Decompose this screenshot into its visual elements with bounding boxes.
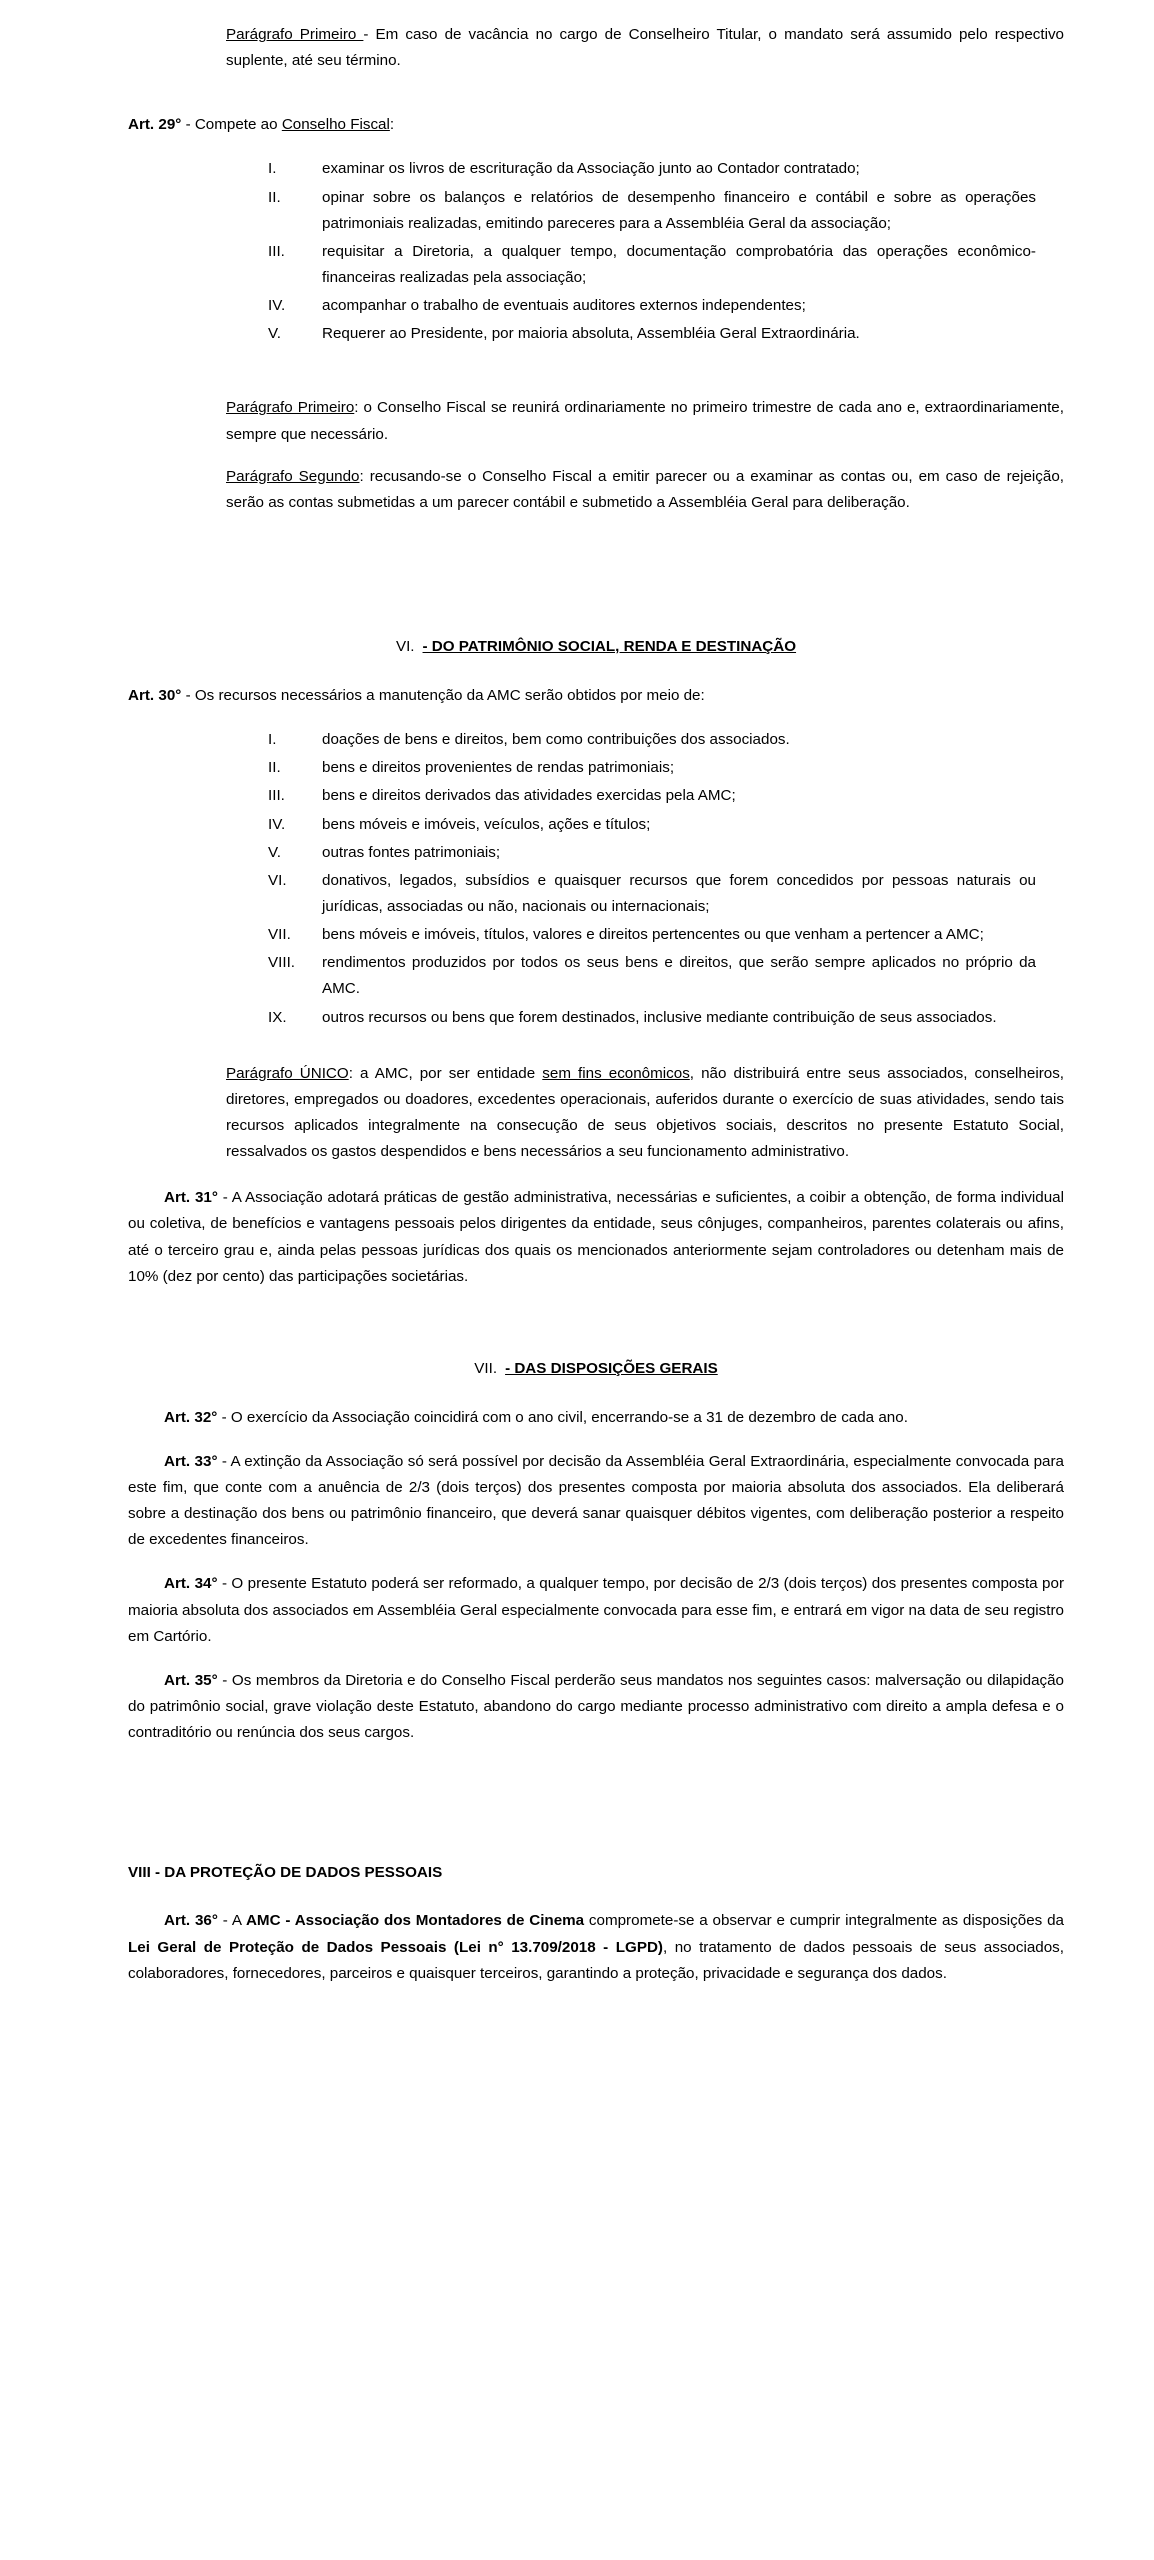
paragraph-paragrafo-primeiro-vacancia (226, 22, 1064, 74)
paragrafo-primeiro-label: Parágrafo Primeiro (226, 399, 355, 417)
list-item-text: donativos, legados, subsídios e quaisquer recursos que forem concedidos por pessoas naturais ou jurídicas, associadas ou não, nacionais ou internacionais; (322, 871, 1036, 915)
article-33-text: - A extinção da Associação só será possível por decisão da Assembléia Geral Extraordinária, especialmente convocada para este fim, que conte com a anuência de 2/3 (dois terços) dos presentes composta por maioria absoluta dos associados. Ela deliberará sobre a destinação dos bens ou patrimônio financeiro, que deverá sanar quaisquer débitos vigentes, com deliberação posterior a respeito de excedentes financeiros. (128, 1452, 1064, 1549)
list-item (268, 950, 1064, 1002)
article-36 (128, 1908, 1064, 1986)
list-item (268, 755, 1064, 781)
section-title: - DAS DISPOSIÇÕES GERAIS (505, 1359, 718, 1377)
list-item-number: III. (268, 787, 285, 805)
paragrafo-primeiro-text: - Em caso de vacância no cargo de Conselheiro Titular, o mandato será assumido pelo respectivo suplente, até seu término. (226, 26, 1064, 70)
paragraph-paragrafo-segundo-conselho-fiscal (226, 464, 1064, 516)
article-36-label: Art. 36° (164, 1912, 218, 1930)
list-item-number: VII. (268, 926, 291, 944)
list-item (268, 1005, 1064, 1031)
list-item-text: bens e direitos derivados das atividades exercidas pela AMC; (322, 787, 736, 805)
list-item-number: I. (268, 731, 277, 749)
section-title: - DO PATRIMÔNIO SOCIAL, RENDA E DESTINAÇÃO (422, 637, 797, 655)
list-item-number: IV. (268, 297, 286, 315)
paragrafo-primeiro-label: Parágrafo Primeiro (226, 26, 364, 43)
article-29-heading (128, 112, 1064, 138)
list-item (268, 156, 1064, 182)
list-item-number: II. (268, 759, 281, 777)
paragrafo-unico-part1: : a AMC, por ser entidade (348, 1064, 543, 1082)
list-item-text: acompanhar o trabalho de eventuais auditores externos independentes; (322, 297, 806, 315)
list-item-number: V. (268, 325, 281, 343)
article-36-part2: compromete-se a observar e cumprir integralmente as disposições da (584, 1912, 1064, 1930)
article-35-label: Art. 35° (164, 1671, 218, 1689)
list-item-number: IV. (268, 815, 286, 833)
article-36-part1: - A (217, 1912, 246, 1930)
paragrafo-segundo-text: : recusando-se o Conselho Fiscal a emitir parecer ou a examinar as contas ou, em caso de rejeição, serão as contas submetidas a um parecer contábil e submetido a Assembléia Geral para deliberação. (226, 467, 1064, 511)
list-item-text: doações de bens e direitos, bem como contribuições dos associados. (322, 731, 790, 749)
list-item-number: I. (268, 160, 277, 178)
article-31-text: - A Associação adotará práticas de gestão administrativa, necessárias e suficientes, a coibir a obtenção, de forma individual ou coletiva, de benefícios e vantagens pessoais pelos dirigentes da entidade, seus cônjuges, companheiros, parentes colaterais ou afins, até o terceiro grau e, ainda pelas pessoas jurídicas dos quais os mencionados anteriormente sejam controladores ou detenham mais de 10% (dez por cento) das participações societárias. (128, 1189, 1065, 1285)
article-34-label: Art. 34° (164, 1575, 218, 1593)
list-item-text: outras fontes patrimoniais; (322, 843, 501, 861)
paragrafo-unico-part2: , não distribuirá entre seus associados, conselheiros, diretores, empregados ou doadores, excedentes operacionais, auferidos durante o exercício de suas atividades, sendo tais recursos aplicados integralmente na consecução de seus objetivos sociais, descritos no presente Estatuto Social, ressalvados os gastos despendidos e bens necessários a seu funcionamento administrativo. (226, 1064, 1065, 1161)
article-29-label: Art. 29° (128, 116, 182, 134)
article-29-intro-before: - Compete ao (181, 116, 282, 134)
article-31-label: Art. 31° (164, 1189, 218, 1207)
list-item-text: rendimentos produzidos por todos os seus bens e direitos, que serão sempre aplicados no próprio da AMC. (322, 954, 1036, 998)
article-29-list (128, 156, 1064, 347)
list-item (268, 727, 1064, 753)
list-item-number: III. (268, 242, 285, 260)
article-31 (128, 1185, 1064, 1290)
list-item (268, 840, 1064, 866)
conselho-fiscal-underline: Conselho Fiscal (281, 116, 390, 134)
list-item (268, 783, 1064, 809)
article-32-text: - O exercício da Associação coincidirá com o ano civil, encerrando-se a 31 de dezembro de cada ano. (217, 1408, 908, 1426)
article-34 (128, 1571, 1064, 1649)
paragrafo-primeiro-text: : o Conselho Fiscal se reunirá ordinariamente no primeiro trimestre de cada ano e, extraordinariamente, sempre que necessário. (226, 399, 1064, 443)
list-item-text: opinar sobre os balanços e relatórios de desempenho financeiro e contábil e sobre as operações patrimoniais realizadas, emitindo pareceres para a Assembléia Geral da associação; (322, 188, 1036, 232)
article-30-list (128, 727, 1064, 1031)
list-item-text: outros recursos ou bens que forem destinados, inclusive mediante contribuição de seus associados. (322, 1008, 997, 1026)
list-item (268, 812, 1064, 838)
list-item-text: bens e direitos provenientes de rendas patrimoniais; (322, 759, 675, 777)
list-item (268, 868, 1064, 920)
list-item-text: bens móveis e imóveis, títulos, valores e direitos pertencentes ou que venham a pertencer a AMC; (322, 926, 984, 944)
list-item-text: bens móveis e imóveis, veículos, ações e títulos; (322, 815, 651, 833)
list-item (268, 293, 1064, 319)
list-item (268, 321, 1064, 347)
list-item-text: requisitar a Diretoria, a qualquer tempo, documentação comprobatória das operações econômico-financeiras realizadas pela associação; (322, 242, 1036, 286)
list-item (268, 922, 1064, 948)
section-heading-viii: VIII - DA PROTEÇÃO DE DADOS PESSOAIS (128, 1864, 443, 1882)
article-30-intro: - Os recursos necessários a manutenção da AMC serão obtidos por meio de: (181, 686, 705, 704)
article-33-label: Art. 33° (164, 1452, 218, 1470)
article-32-label: Art. 32° (164, 1408, 218, 1426)
amc-entity-name: AMC - Associação dos Montadores de Cinema (245, 1912, 585, 1930)
article-33 (128, 1449, 1064, 1554)
paragrafo-unico-label: Parágrafo ÚNICO (226, 1064, 349, 1082)
article-30-label: Art. 30° (128, 686, 182, 704)
lgpd-law-name: Lei Geral de Proteção de Dados Pessoais (Lei n° 13.709/2018 - LGPD) (128, 1938, 663, 1956)
article-32 (128, 1405, 1064, 1431)
section-heading-vii (128, 1360, 1064, 1377)
list-item-text: examinar os livros de escrituração da Associação junto ao Contador contratado; (322, 160, 860, 178)
article-29-intro-after: : (389, 116, 395, 134)
list-item (268, 185, 1064, 237)
section-heading-vi (128, 638, 1064, 655)
list-item-number: II. (268, 188, 281, 206)
section-numeral: VII. (474, 1359, 498, 1377)
list-item (268, 239, 1064, 291)
article-34-text: - O presente Estatuto poderá ser reformado, a qualquer tempo, por decisão de 2/3 (dois terços) dos presentes composta por maioria absoluta dos associados em Assembléia Geral especialmente convocada para esse fim, e entrará em vigor na data de seu registro em Cartório. (128, 1575, 1064, 1645)
section-numeral: VI. (395, 637, 415, 655)
article-35 (128, 1668, 1064, 1746)
sem-fins-economicos-underline: sem fins econômicos (542, 1064, 690, 1082)
list-item-text: Requerer ao Presidente, por maioria absoluta, Assembléia Geral Extraordinária. (322, 325, 860, 343)
article-36-part3: , no tratamento de dados pessoais de seus associados, colaboradores, fornecedores, parceiros e quaisquer terceiros, garantindo a proteção, privacidade e segurança dos dados. (128, 1938, 1064, 1982)
list-item-number: V. (268, 843, 281, 861)
paragraph-paragrafo-primeiro-conselho-fiscal (226, 395, 1064, 447)
list-item-number: VI. (268, 871, 287, 889)
list-item-number: VIII. (268, 954, 296, 972)
article-35-text: - Os membros da Diretoria e do Conselho Fiscal perderão seus mandatos nos seguintes casos: malversação ou dilapidação do patrimônio social, grave violação deste Estatuto, abandono do cargo mediante processo administrativo com direito a ampla defesa e o contraditório ou renúncia dos seus cargos. (128, 1671, 1065, 1742)
paragraph-paragrafo-unico (226, 1061, 1064, 1166)
article-30-heading (128, 683, 1064, 709)
list-item-number: IX. (268, 1008, 287, 1026)
paragrafo-segundo-label: Parágrafo Segundo (226, 467, 360, 485)
